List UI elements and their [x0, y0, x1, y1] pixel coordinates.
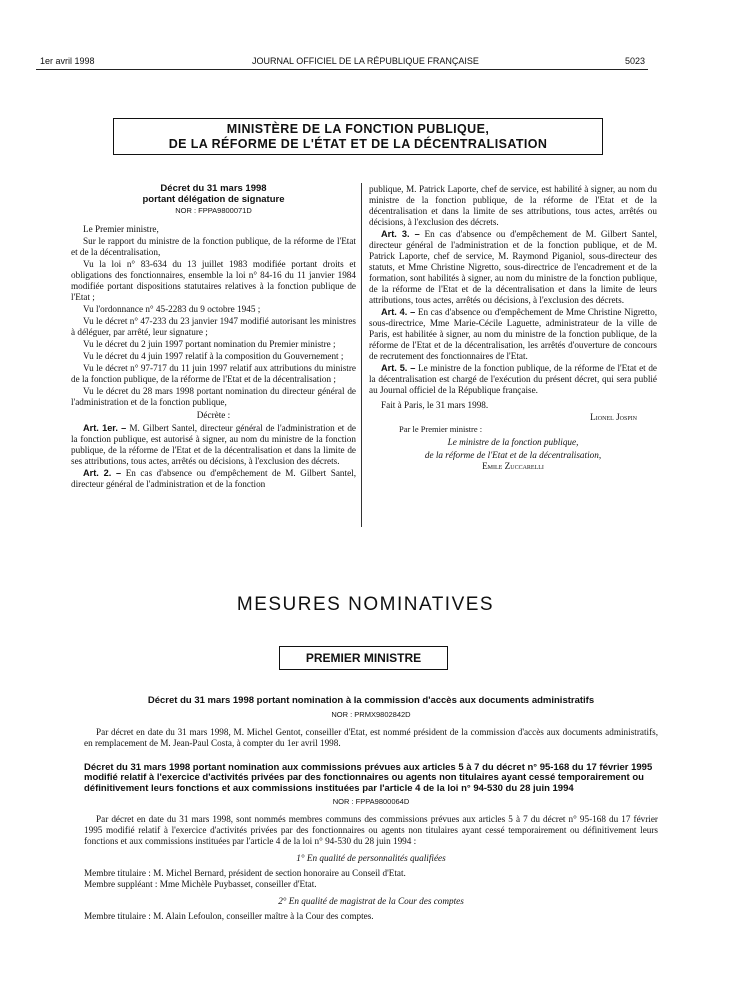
article-1-text: M. Gilbert Santel, directeur général de l'administration et de la fonction publique, est autorisé à signer, au nom du ministre de la fonction publique, de la réforme de l'Etat et de la décentralisation et dans la limite de ses attributions, tous actes, arrêtés ou décisions, à l'exclusion des décrets. — [71, 423, 357, 466]
article-5-label: Art. 5. – — [381, 363, 416, 373]
decree2-text: Par décret en date du 31 mars 1998, M. Michel Gentot, conseiller d'Etat, est nommé président de la commission d'accès aux documents administratifs, en remplacement de M. Jean-Paul Costa, à compter du 1er avril 1998. — [84, 726, 658, 748]
article-2 — [71, 468, 356, 490]
visa-paragraph: Vu le décret n° 47-233 du 23 janvier 1947 modifié autorisant les ministres à déléguer, par arrêté, leur signature ; — [71, 316, 356, 337]
decree3-title: Décret du 31 mars 1998 portant nomination aux commissions prévues aux articles 5 à 7 du décret n° 95-168 du 17 février 1995 modifié relatif à l'exercice d'activités privées par des fonctionnaires ou agents non titulaires ayant cessé temporairement ou définitivement leurs fonctions et aux commissions instituées par l'article 4 de la loi n° 94-530 du 28 juin 1994 — [84, 761, 653, 794]
visa-paragraph: Vu l'ordonnance n° 45-2283 du 9 octobre 1945 ; — [83, 304, 261, 314]
article-2-label: Art. 2. – — [83, 468, 122, 478]
ministry-heading-box — [113, 118, 603, 155]
article-2-text: En cas d'absence ou d'empêchement de M. Gilbert Santel, directeur général de l'administration et de la fonction — [71, 468, 357, 489]
decree3-nor: NOR : FPPA9800064D — [332, 797, 410, 806]
par-le-premier-ministre: Par le Premier ministre : — [399, 424, 483, 434]
article-4 — [369, 307, 657, 362]
minister-title-1: Le ministre de la fonction publique, — [447, 437, 579, 447]
decree1-title-2: portant délégation de signature — [142, 193, 285, 205]
fait-a-paris: Fait à Paris, le 31 mars 1998. — [381, 400, 489, 410]
visa-paragraph: Sur le rapport du ministre de la fonction publique, de la réforme de l'Etat et de la décentralisation, — [71, 236, 356, 257]
membre-titulaire-2: Membre titulaire : M. Alain Lefoulon, conseiller maître à la Cour des comptes. — [84, 911, 374, 921]
article-2-continuation: publique, M. Patrick Laporte, chef de service, est habilité à signer, au nom du ministre de la fonction publique, de la réforme de l'Etat et de la décentralisation et dans la limite de ses attributions, tous actes, arrêtés ou décisions, à l'exclusion des décrets. — [369, 184, 657, 227]
decrete-line: Décrète : — [196, 410, 231, 420]
membre-titulaire-1: Membre titulaire : M. Michel Bernard, président de section honoraire au Conseil d'Etat. — [84, 868, 406, 878]
column-divider — [361, 183, 362, 527]
article-3-label: Art. 3. – — [381, 229, 420, 239]
visa-paragraph: Vu le décret du 28 mars 1998 portant nomination du directeur général de l'administration et de la fonction publique, — [71, 386, 356, 407]
header-date: 1er avril 1998 — [40, 56, 95, 66]
signature-minister: Emile Zuccarelli — [482, 461, 544, 471]
visa-paragraph: Vu la loi n° 83-634 du 13 juillet 1983 modifiée portant droits et obligations des fonctionnaires, ensemble la loi n° 84-16 du 11 janvier 1984 modifiée portant dispositions statutaires relatives à la fonction publique de l'Etat ; — [71, 259, 356, 302]
ministry-line-1: MINISTÈRE DE LA FONCTION PUBLIQUE, — [226, 122, 490, 136]
visa-paragraph: Vu le décret du 4 juin 1997 relatif à la composition du Gouvernement ; — [83, 351, 344, 361]
journal-title: JOURNAL OFFICIEL DE LA RÉPUBLIQUE FRANÇAISE — [252, 56, 479, 66]
bottom-section — [84, 696, 658, 922]
qualite-heading-1: 1° En qualité de personnalités qualifiées — [296, 853, 446, 863]
left-column — [71, 184, 356, 491]
article-1 — [71, 423, 356, 467]
visa-paragraph: Vu le décret n° 97-717 du 11 juin 1997 relatif aux attributions du ministre de la fonction publique, de la réforme de l'Etat et de la décentralisation ; — [71, 363, 356, 384]
right-column — [369, 184, 657, 472]
minister-title-2: de la réforme de l'Etat et de la décentralisation, — [424, 450, 602, 460]
article-4-label: Art. 4. – — [381, 307, 416, 317]
ministry-line-2: DE LA RÉFORME DE L'ÉTAT ET DE LA DÉCENTRALISATION — [168, 137, 548, 151]
membre-suppleant-1: Membre suppléant : Mme Michèle Puybasset, conseiller d'Etat. — [84, 879, 317, 889]
decree1-title-1: Décret du 31 mars 1998 — [160, 183, 267, 194]
article-5 — [369, 363, 657, 396]
visa-paragraph: Le Premier ministre, — [83, 224, 159, 234]
section-title: MESURES NOMINATIVES — [236, 594, 495, 615]
visa-paragraph: Vu le décret du 2 juin 1997 portant nomination du Premier ministre ; — [83, 339, 336, 349]
article-3-text: En cas d'absence ou d'empêchement de M. Gilbert Santel, directeur général de l'administration et de la fonction publique, et de M. Patrick Laporte, chef de service, M. Raymond Piganiol, sous-directeur des statuts, et Mme Christine Nigretto, sous-directrice de l'encadrement et de la formation, sont habilités à signer, au nom du ministre de la fonction publique, de la réforme de l'Etat et de la décentralisation et dans la limite de leurs attributions, tous actes, arrêtés ou décisions, à l'exclusion des décrets. — [369, 229, 657, 305]
decree2-nor: NOR : PRMX9802842D — [331, 709, 411, 719]
article-1-label: Art. 1er. – — [83, 423, 127, 433]
decree3-text: Par décret en date du 31 mars 1998, sont nommés membres communs des commissions prévues aux articles 5 à 7 du décret n° 95-168 du 17 février 1995 modifié relatif à l'exercice d'activités privées par des fonctionnaires ou agents non titulaires ayant cessé temporairement ou définitivement leurs fonctions et aux commissions instituées par l'article 4 de la loi n° 94-530 du 28 juin 1994 : — [84, 814, 658, 846]
article-4-text: En cas d'absence ou d'empêchement de Mme Christine Nigretto, sous-directrice, Mme Marie-Cécile Laguette, administrateur de la ville de Paris, est habilitée à signer, au nom du ministre de la fonction publique, de la réforme de l'Etat et de la décentralisation, les arrêtés d'ouverture de concours de recrutement des fonctionnaires de l'Etat. — [369, 307, 657, 361]
article-3 — [369, 229, 657, 306]
decree1-nor: NOR : FPPA9800071D — [175, 206, 252, 215]
article-5-text: Le ministre de la fonction publique, de la réforme de l'Etat et de la décentralisation est chargé de l'exécution du présent décret, qui sera publié au Journal officiel de la République française. — [369, 363, 657, 395]
signature-prime-minister: Lionel Jospin — [590, 412, 637, 422]
page-number: 5023 — [624, 56, 645, 66]
decree2-title: Décret du 31 mars 1998 portant nomination à la commission d'accès aux documents administratifs — [147, 695, 595, 706]
qualite-heading-2: 2° En qualité de magistrat de la Cour des comptes — [278, 896, 464, 906]
header-rule — [36, 69, 648, 70]
premier-ministre-box: PREMIER MINISTRE — [279, 646, 448, 670]
